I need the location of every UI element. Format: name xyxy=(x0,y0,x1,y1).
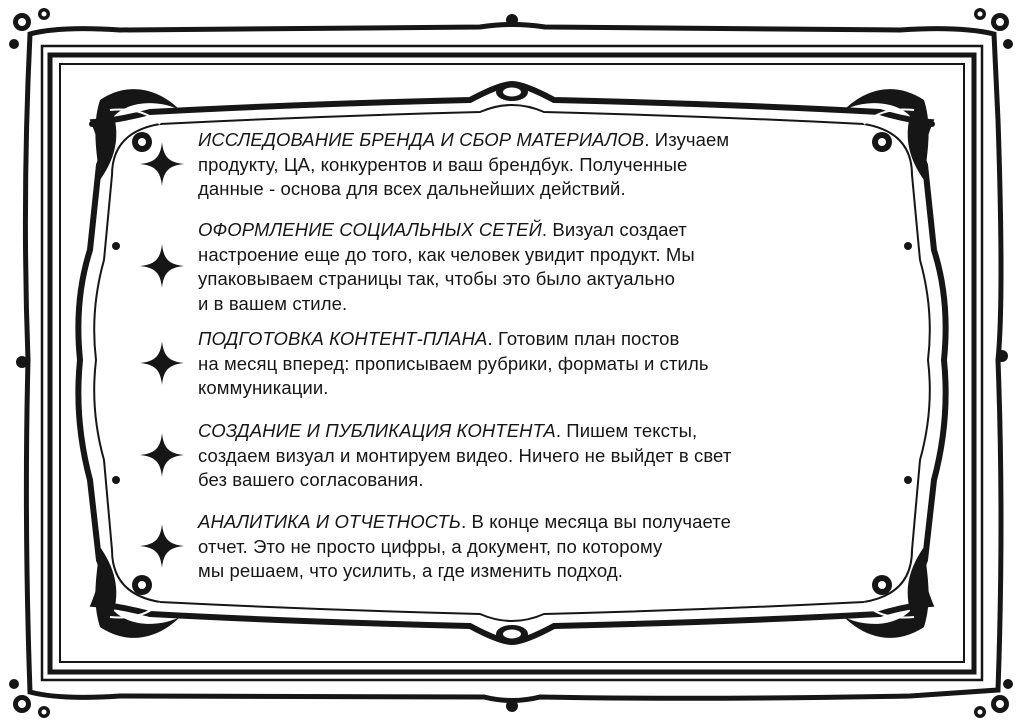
item-text: данные - основа для всех дальнейших действий. xyxy=(198,178,626,199)
item-text: коммуникации. xyxy=(198,377,329,398)
item-title: ПОДГОТОВКА КОНТЕНТ-ПЛАНА xyxy=(198,328,488,349)
item-text: настроение еще до того, как человек увидит продукт. Мы xyxy=(198,243,695,265)
four-point-star-icon xyxy=(140,244,184,288)
list-item xyxy=(140,419,820,499)
item-text: . В конце месяца вы получаете xyxy=(461,511,732,532)
four-point-star-icon xyxy=(140,341,184,385)
item-title: АНАЛИТИКА И ОТЧЕТНОСТЬ xyxy=(198,511,462,532)
item-text: . Готовим план постов xyxy=(487,328,680,349)
four-point-star-icon xyxy=(140,142,184,186)
list-item xyxy=(140,327,820,407)
item-text: на месяц вперед: прописываем рубрики, форматы и стиль xyxy=(198,352,709,374)
item-text: создаем визуал и монтируем видео. Ничего не выйдет в свет xyxy=(198,444,732,466)
four-point-star-icon xyxy=(140,524,184,568)
item-text: продукту, ЦА, конкурентов и ваш брендбук. Полученные xyxy=(198,153,688,175)
item-text: упаковываем страницы так, чтобы это было актуально xyxy=(198,268,675,289)
item-title: ИССЛЕДОВАНИЕ БРЕНДА И СБОР МАТЕРИАЛОВ xyxy=(198,129,645,150)
list-item xyxy=(140,218,820,318)
item-title: СОЗДАНИЕ И ПУБЛИКАЦИЯ КОНТЕНТА xyxy=(198,420,556,441)
list-item xyxy=(140,128,820,208)
item-text: . Изучаем xyxy=(644,129,730,150)
item-text: и в вашем стиле. xyxy=(198,292,348,314)
item-text: отчет. Это не просто цифры, а документ, по которому xyxy=(198,535,663,557)
item-text: мы решаем, что усилить, а где изменить подход. xyxy=(198,560,623,581)
item-title: ОФОРМЛЕНИЕ СОЦИАЛЬНЫХ СЕТЕЙ xyxy=(198,219,542,240)
item-text: без вашего согласования. xyxy=(198,469,424,490)
item-text: . Визуал создает xyxy=(541,219,687,240)
four-point-star-icon xyxy=(140,433,184,477)
item-text: . Пишем тексты, xyxy=(555,420,698,441)
list-item xyxy=(140,510,820,590)
